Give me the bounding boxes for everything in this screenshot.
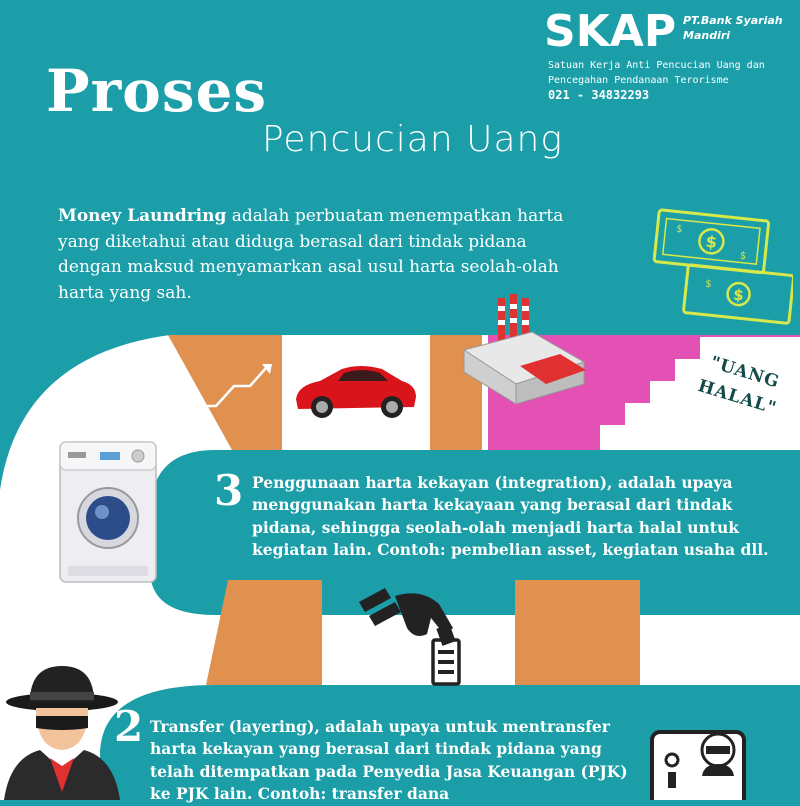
svg-text:$: $ xyxy=(704,278,713,291)
chart-arrow-icon xyxy=(158,360,273,415)
svg-text:$: $ xyxy=(739,250,747,263)
money-icon xyxy=(648,205,793,325)
factory-icon xyxy=(460,292,590,410)
stage-3-number: 3 xyxy=(214,466,244,515)
spy-icon xyxy=(0,662,125,800)
hand-deposit-icon xyxy=(355,582,465,692)
safe-icon xyxy=(648,716,748,800)
intro-paragraph xyxy=(58,204,568,306)
page-subtitle: Pencucian Uang xyxy=(262,119,563,160)
stage-2-number: 2 xyxy=(114,702,144,751)
svg-text:$: $ xyxy=(675,223,684,236)
car-icon xyxy=(290,355,420,425)
page-title: Proses xyxy=(46,57,268,125)
org-logo-text: SKAP xyxy=(544,6,677,57)
uang-halal-label: "UANG HALAL" xyxy=(695,352,783,419)
svg-text:$: $ xyxy=(704,231,718,252)
unit-name: Satuan Kerja Anti Pencucian Uang dan Pencegahan Pendanaan Terorisme xyxy=(548,60,765,86)
phone-number: 021 - 34832293 xyxy=(548,88,650,102)
washing-machine-icon xyxy=(58,440,158,585)
bank-name: PT.Bank Syariah Mandiri xyxy=(683,14,783,42)
stage-2-text: Transfer (layering), adalah upaya untuk mentransfer harta kekayan yang berasal dari tindak pidana yang telah ditempatkan pada Penyedia Jasa Keuangan (PJK) ke PJK lain. Contoh: transfer dana xyxy=(150,717,628,804)
intro-definition: adalah perbuatan menempatkan harta yang diketahui atau diduga berasal dari tindak pidana dengan maksud menyamarkan asal usul harta seolah-olah harta yang sah. xyxy=(58,206,564,303)
svg-text:$: $ xyxy=(732,285,745,305)
intro-term: Money Laundring xyxy=(58,206,227,226)
stage-3-text: Penggunaan harta kekayan (integration), adalah upaya menggunakan harta kekayaan yang berasal dari tindak pidana, sehingga seolah-olah menjadi harta halal untuk kegiatan lain. Contoh: pembelian asset, kegiatan usaha dll. xyxy=(252,473,769,560)
